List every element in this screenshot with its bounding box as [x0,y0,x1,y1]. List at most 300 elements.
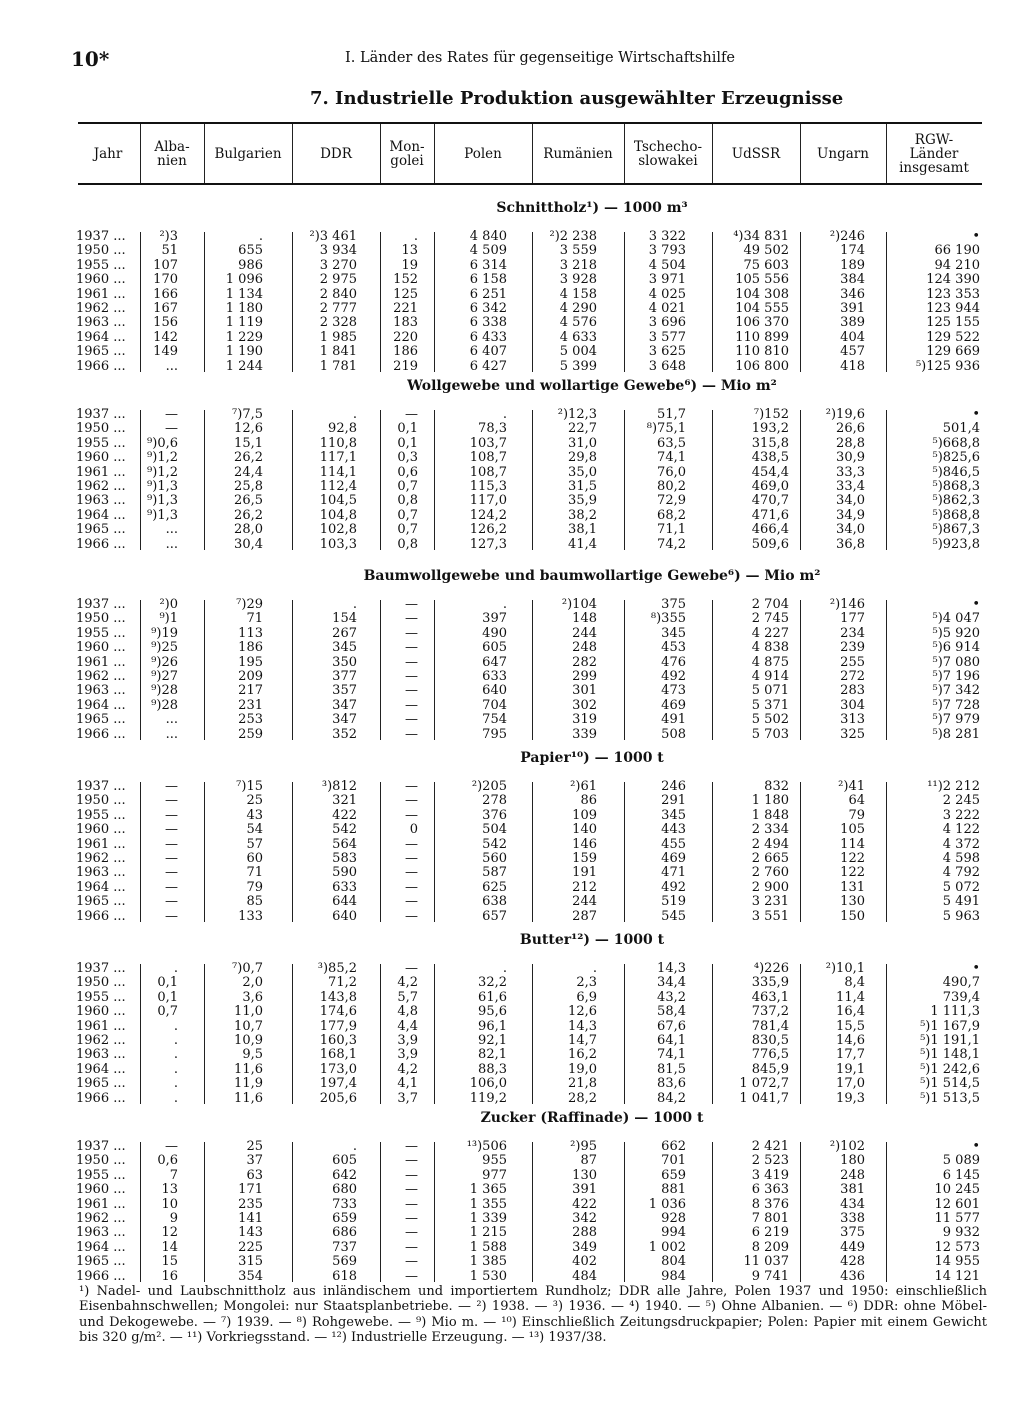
value-cell: ⁹)1,3 [147,493,178,509]
year-cell: 1963 ... [76,683,126,699]
value-cell: ²)146 [829,597,865,612]
value-cell: 17,7 [836,1047,865,1063]
value-cell: 141 [238,1211,263,1226]
header-divider [292,124,293,183]
year-cell: 1961 ... [76,1196,126,1212]
value-cell: ⁵)1 513,5 [920,1090,980,1106]
table-row [0,684,1024,698]
value-cell: 490,7 [942,975,980,991]
value-cell: 10,7 [234,1018,263,1034]
value-cell: 34,0 [836,522,865,538]
year-cell: 1955 ... [76,807,126,823]
value-cell: 114 [840,836,865,852]
value-cell: 7 801 [751,1211,789,1226]
value-cell: 3,9 [397,1047,418,1063]
value-cell: 239 [840,640,865,656]
value-cell: 9 932 [942,1225,980,1241]
year-cell: 1960 ... [76,1182,126,1198]
value-cell: 26,2 [234,450,263,466]
value-cell: 11,0 [234,1004,263,1020]
table-row [0,1255,1024,1269]
column-header-7: Tschecho- slowakei [633,139,703,169]
value-cell: 5 072 [942,879,980,895]
value-cell: 283 [840,683,865,699]
value-cell: 1 002 [648,1239,686,1255]
value-cell: 25 [246,793,263,809]
value-cell: 9 741 [751,1268,789,1284]
year-cell: 1965 ... [76,522,126,538]
value-cell: 209 [238,669,263,684]
value-cell: 605 [482,640,507,656]
year-cell: 1962 ... [76,851,126,866]
table-row [0,538,1024,552]
value-cell: 60 [246,851,263,866]
value-cell: 3 625 [648,344,686,360]
value-cell: 1 365 [469,1182,507,1198]
value-cell: ²)12,3 [557,407,597,422]
value-cell: ²)95 [570,1139,597,1154]
value-cell: 43,2 [657,989,686,1005]
table-row [0,509,1024,523]
year-cell: 1964 ... [76,1239,126,1255]
header-divider [434,124,435,183]
value-cell: 125 155 [926,315,980,331]
value-cell: ⁵)868,8 [932,507,980,523]
value-cell: 704 [482,697,507,713]
value-cell: 569 [332,1254,357,1270]
value-cell: 72,9 [657,493,686,509]
year-cell: 1964 ... [76,697,126,713]
value-cell: 193,2 [751,421,789,437]
value-cell: 1 190 [225,344,263,360]
year-cell: 1965 ... [76,344,126,360]
value-cell: 32,2 [478,975,507,991]
value-cell: 14,3 [657,961,686,976]
value-cell: ⁹)27 [151,669,178,684]
value-cell: 376 [482,807,507,823]
table-row [0,408,1024,422]
value-cell: 68,2 [657,507,686,523]
value-cell: ⁵)1 191,1 [920,1033,980,1048]
value-cell: . [502,407,507,422]
value-cell: 977 [482,1167,507,1183]
value-cell: 1 355 [469,1196,507,1212]
value-cell: — [405,1239,418,1255]
table-row [0,1169,1024,1183]
value-cell: 130 [572,1167,597,1183]
value-cell: 123 353 [926,286,980,302]
value-cell: 12,6 [234,421,263,437]
value-cell: 16 [161,1268,178,1284]
value-cell: 71,1 [657,522,686,538]
value-cell: 75 603 [743,257,789,273]
value-cell: — [405,625,418,641]
value-cell: 123 944 [926,301,980,316]
value-cell: — [405,961,418,976]
value-cell: 2 745 [751,611,789,627]
value-cell: 443 [661,822,686,838]
value-cell: 304 [840,697,865,713]
year-cell: 1965 ... [76,712,126,728]
value-cell: 402 [572,1254,597,1270]
value-cell: 267 [332,625,357,641]
value-cell: 302 [572,697,597,713]
value-cell: — [405,1268,418,1284]
value-cell: 105 556 [735,272,789,288]
value-cell: 105 [840,822,865,838]
value-cell: 115,3 [469,479,507,494]
value-cell: 347 [332,712,357,728]
value-cell: ⁵)6 914 [932,640,980,656]
year-cell: 1950 ... [76,611,126,627]
page-number: 10* [71,47,110,71]
value-cell: 14,6 [836,1033,865,1048]
value-cell: — [405,879,418,895]
value-cell: 484 [572,1268,597,1284]
value-cell: ²)205 [471,779,507,794]
year-cell: 1966 ... [76,726,126,742]
value-cell: 11,4 [836,989,865,1005]
year-cell: 1964 ... [76,879,126,895]
table-row [0,1212,1024,1226]
value-cell: 92,1 [478,1033,507,1048]
value-cell: . [352,407,357,422]
section-title: Baumwollgewebe und baumwollartige Gewebe⁶) — Mio m² [363,568,821,584]
value-cell: 325 [840,726,865,742]
value-cell: 739,4 [942,989,980,1005]
column-header-4: Mon- golei [389,139,425,169]
value-cell: 11,9 [234,1076,263,1092]
value-cell: 3 793 [648,243,686,259]
table-row [0,316,1024,330]
value-cell: 391 [572,1182,597,1198]
value-cell: 149 [153,344,178,360]
value-cell: 339 [572,726,597,742]
section-title: Schnittholz¹) — 1000 m³ [496,200,688,216]
value-cell: 15,5 [836,1018,865,1034]
value-cell: 248 [840,1167,865,1183]
value-cell: 63,5 [657,435,686,451]
value-cell: 17,0 [836,1076,865,1092]
value-cell: ... [165,726,178,742]
value-cell: — [405,894,418,910]
value-cell: 655 [238,243,263,259]
value-cell: 0 [409,822,418,838]
value-cell: 640 [332,908,357,924]
value-cell: 71 [246,611,263,627]
value-cell: 122 [840,865,865,881]
value-cell: 2 245 [942,793,980,809]
table-title: 7. Industrielle Produktion ausgewählter Erzeugnisse [310,88,844,109]
value-cell: 2 523 [751,1153,789,1169]
value-cell: 434 [840,1196,865,1212]
column-header-1: Alba- nien [154,139,190,169]
year-cell: 1964 ... [76,329,126,345]
year-cell: 1960 ... [76,272,126,288]
year-cell: 1955 ... [76,989,126,1005]
value-cell: ⁸)75,1 [646,421,686,437]
value-cell: 103,7 [469,435,507,451]
header-divider [532,124,533,183]
table-row [0,670,1024,684]
value-cell: 156 [153,315,178,331]
value-cell: 24,4 [234,464,263,480]
value-cell: 587 [482,865,507,881]
column-header-8: UdSSR [731,146,781,162]
value-cell: 1 244 [225,358,263,374]
value-cell: 124,2 [469,507,507,523]
value-cell: 87 [580,1153,597,1169]
value-cell: — [165,822,178,838]
year-cell: 1950 ... [76,793,126,809]
value-cell: 5 004 [559,344,597,360]
value-cell: 686 [332,1225,357,1241]
year-cell: 1963 ... [76,493,126,509]
value-cell: 67,6 [657,1018,686,1034]
value-cell: ⁹)1,3 [147,507,178,523]
column-header-0: Jahr [93,146,123,162]
value-cell: 701 [661,1153,686,1169]
value-cell: 6 433 [469,329,507,345]
value-cell: — [405,712,418,728]
value-cell: ⁹)28 [151,683,178,699]
value-cell: 4 122 [942,822,980,838]
value-cell: • [972,229,980,244]
value-cell: 4 840 [469,229,507,244]
table-row [0,627,1024,641]
value-cell: 159 [572,851,597,866]
value-cell: 2 494 [751,836,789,852]
year-cell: 1961 ... [76,1018,126,1034]
value-cell: 177 [840,611,865,627]
value-cell: 84,2 [657,1090,686,1106]
value-cell: 126,2 [469,522,507,538]
value-cell: — [405,836,418,852]
column-header-9: Ungarn [817,146,869,162]
value-cell: 0,8 [397,536,418,552]
value-cell: 881 [661,1182,686,1198]
value-cell: 19 [401,257,418,273]
value-cell: 106,0 [469,1076,507,1092]
value-cell: 832 [764,779,789,794]
value-cell: 102,8 [319,522,357,538]
year-cell: 1937 ... [76,597,126,612]
value-cell: 4,4 [397,1018,418,1034]
value-cell: 4 576 [559,315,597,331]
value-cell: 404 [840,329,865,345]
value-cell: 3,6 [242,989,263,1005]
value-cell: 6 407 [469,344,507,360]
value-cell: 345 [332,640,357,656]
value-cell: 804 [661,1254,686,1270]
value-cell: — [165,879,178,895]
value-cell: 1 134 [225,286,263,302]
value-cell: 5 089 [942,1153,980,1169]
value-cell: 560 [482,851,507,866]
value-cell: — [405,1196,418,1212]
value-cell: 319 [572,712,597,728]
value-cell: 449 [840,1239,865,1255]
value-cell: ⁴)226 [753,961,789,976]
value-cell: 583 [332,851,357,866]
table-row [0,480,1024,494]
value-cell: 342 [572,1211,597,1226]
year-cell: 1966 ... [76,1268,126,1284]
value-cell: 95,6 [478,1004,507,1020]
table-row [0,962,1024,976]
value-cell: 349 [572,1239,597,1255]
year-cell: 1955 ... [76,257,126,273]
value-cell: . [502,961,507,976]
value-cell: 10,9 [234,1033,263,1048]
value-cell: 3 559 [559,243,597,259]
value-cell: — [405,654,418,670]
value-cell: 1 841 [319,344,357,360]
value-cell: 26,5 [234,493,263,509]
value-cell: 564 [332,836,357,852]
value-cell: . [502,597,507,612]
value-cell: 1 041,7 [739,1090,789,1106]
value-cell: 0,1 [397,421,418,437]
value-cell: 287 [572,908,597,924]
value-cell: 19,1 [836,1061,865,1077]
value-cell: 335,9 [751,975,789,991]
value-cell: ²)10,1 [825,961,865,976]
value-cell: 4 504 [648,257,686,273]
running-head: I. Länder des Rates für gegenseitige Wirtschaftshilfe [345,50,735,66]
value-cell: 282 [572,654,597,670]
value-cell: 152 [393,272,418,288]
value-cell: 106 370 [735,315,789,331]
value-cell: 28,2 [568,1090,597,1106]
value-cell: 107 [153,257,178,273]
value-cell: 830,5 [751,1033,789,1048]
value-cell: 150 [840,908,865,924]
value-cell: 71,2 [328,975,357,991]
value-cell: — [165,793,178,809]
value-cell: 143 [238,1225,263,1241]
value-cell: 0,1 [157,975,178,991]
value-cell: 781,4 [751,1018,789,1034]
value-cell: — [165,851,178,866]
value-cell: 38,2 [568,507,597,523]
value-cell: 0,1 [157,989,178,1005]
table-row [0,1063,1024,1077]
value-cell: 12 [161,1225,178,1241]
value-cell: 5 963 [942,908,980,924]
value-cell: — [405,683,418,699]
value-cell: 10 245 [934,1182,980,1198]
value-cell: 352 [332,726,357,742]
column-header-2: Bulgarien [214,146,282,162]
year-cell: 1962 ... [76,479,126,494]
value-cell: ²)19,6 [825,407,865,422]
value-cell: 422 [572,1196,597,1212]
value-cell: 6 158 [469,272,507,288]
year-cell: 1955 ... [76,625,126,641]
value-cell: 244 [572,894,597,910]
year-cell: 1965 ... [76,894,126,910]
value-cell: 186 [238,640,263,656]
value-cell: 5 491 [942,894,980,910]
year-cell: 1962 ... [76,669,126,684]
table-row [0,1183,1024,1197]
value-cell: 377 [332,669,357,684]
value-cell: ²)3 461 [309,229,357,244]
value-cell: 4 792 [942,865,980,881]
value-cell: 34,0 [836,493,865,509]
value-cell: 33,3 [836,464,865,480]
value-cell: 71 [246,865,263,881]
value-cell: 0,6 [397,464,418,480]
value-cell: 0,8 [397,493,418,509]
value-cell: 590 [332,865,357,881]
value-cell: 8 376 [751,1196,789,1212]
value-cell: 219 [393,358,418,374]
year-cell: 1961 ... [76,836,126,852]
table-row [0,1048,1024,1062]
table-row [0,273,1024,287]
value-cell: 436 [840,1268,865,1284]
value-cell: 633 [482,669,507,684]
year-cell: 1950 ... [76,243,126,259]
value-cell: ⁷)7,5 [232,407,263,422]
year-cell: 1965 ... [76,1254,126,1270]
year-cell: 1937 ... [76,229,126,244]
value-cell: 58,4 [657,1004,686,1020]
year-cell: 1962 ... [76,301,126,316]
value-cell: 205,6 [319,1090,357,1106]
value-cell: 508 [661,726,686,742]
value-cell: ⁹)19 [151,625,178,641]
value-cell: ⁵)862,3 [932,493,980,509]
value-cell: 469 [661,697,686,713]
value-cell: 490 [482,625,507,641]
value-cell: 248 [572,640,597,656]
value-cell: — [405,865,418,881]
value-cell: 94 210 [934,257,980,273]
value-cell: 662 [661,1139,686,1154]
value-cell: ⁷)15 [236,779,263,794]
value-cell: 231 [238,697,263,713]
value-cell: 171 [238,1182,263,1198]
table-row [0,713,1024,727]
value-cell: 1 229 [225,329,263,345]
value-cell: 3,7 [397,1090,418,1106]
value-cell: — [165,865,178,881]
value-cell: ⁸)355 [650,611,686,627]
value-cell: 125 [393,286,418,302]
section-title: Wollgewebe und wollartige Gewebe⁶) — Mio m² [407,378,777,394]
value-cell: 737 [332,1239,357,1255]
value-cell: 659 [332,1211,357,1226]
value-cell: 85 [246,894,263,910]
value-cell: ⁵)825,6 [932,450,980,466]
year-cell: 1966 ... [76,908,126,924]
year-cell: 1950 ... [76,975,126,991]
value-cell: 315 [238,1254,263,1270]
value-cell: 638 [482,894,507,910]
value-cell: 471,6 [751,507,789,523]
year-cell: 1937 ... [76,407,126,422]
value-cell: 3 971 [648,272,686,288]
value-cell: 4 025 [648,286,686,302]
value-cell: 375 [661,597,686,612]
value-cell: 259 [238,726,263,742]
value-cell: 104,5 [319,493,357,509]
value-cell: 25 [246,1139,263,1154]
value-cell: ²)102 [829,1139,865,1154]
